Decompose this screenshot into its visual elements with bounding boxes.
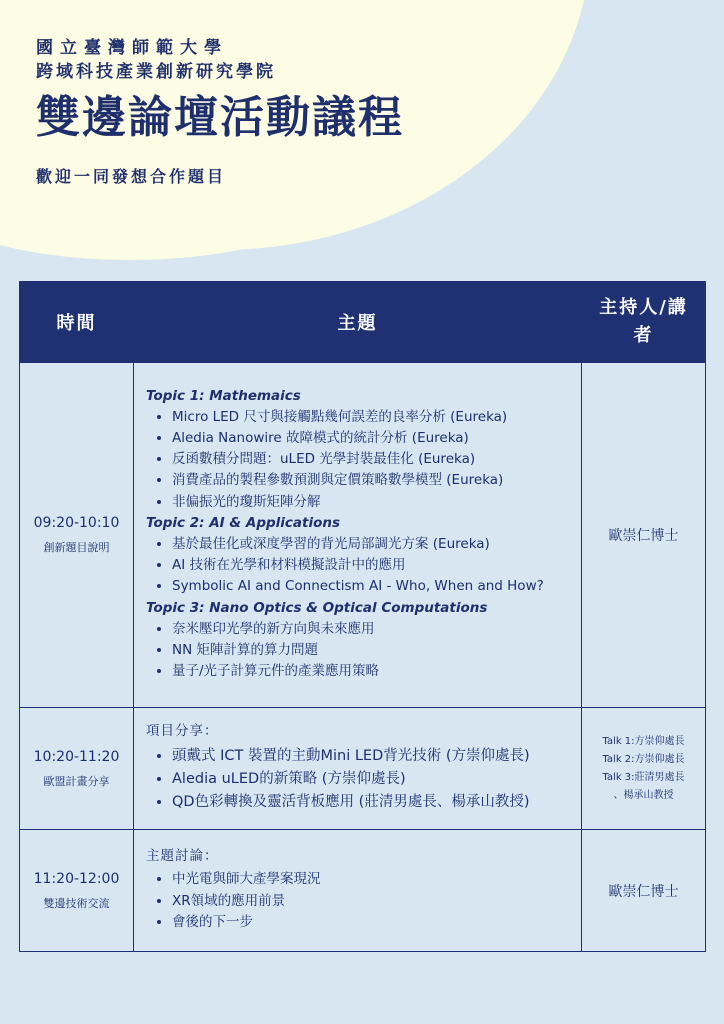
list-item: • AI 技術在光學和材料模擬設計中的應用 [172, 555, 571, 576]
session-desc: 創新題目說明 [43, 541, 110, 554]
page-title: 雙邊論壇活動議程 [36, 92, 404, 143]
talk-speaker: 、楊承山教授 [613, 789, 674, 801]
list-item: • Aledia uLED的新策略 (方崇仰處長) [172, 768, 571, 791]
list-item: • 非偏振光的瓊斯矩陣分解 [172, 492, 571, 513]
list-item: • 基於最佳化或深度學習的背光局部調光方案 (Eureka) [172, 534, 571, 555]
topic-cell [134, 363, 582, 708]
table-row [20, 830, 706, 952]
table-header-row [20, 282, 706, 363]
agenda-table [19, 281, 706, 952]
talk-speaker: Talk 1:方崇仰處長 [602, 735, 685, 747]
org-line-1: 國立臺灣師範大學 [36, 38, 228, 58]
page-header [36, 36, 404, 187]
list-item: • QD色彩轉換及靈活背板應用 (莊清男處長、楊承山教授) [172, 791, 571, 814]
list-item: • Symbolic AI and Connectism AI - Who, When and How? [172, 576, 571, 597]
talk-speaker: Talk 2:方崇仰處長 [602, 753, 685, 765]
list-item: • 中光電與師大產學案現況 [172, 869, 571, 890]
topic-cell [134, 830, 582, 952]
list-item: • Micro LED 尺寸與接觸點幾何誤差的良率分析 (Eureka) [172, 407, 571, 428]
topic-list [146, 534, 571, 598]
list-item: • 會後的下一步 [172, 912, 571, 933]
section-label: 項目分享： [146, 723, 219, 740]
list-item: • 消費產品的製程參數預測與定價策略數學模型 (Eureka) [172, 470, 571, 491]
host-cell [582, 708, 706, 830]
column-header-topic: 主題 [134, 282, 582, 363]
session-time: 11:20-12:00 [33, 870, 120, 887]
column-header-time: 時間 [20, 282, 134, 363]
topic-title: Topic 3: Nano Optics & Optical Computations [146, 599, 488, 616]
table-row [20, 363, 706, 708]
list-item: • 反函數積分問題：uLED 光學封裝最佳化 (Eureka) [172, 449, 571, 470]
table-row [20, 708, 706, 830]
list-item: • 量子/光子計算元件的產業應用策略 [172, 661, 571, 682]
time-cell [20, 830, 134, 952]
session-time: 09:20-10:10 [33, 515, 120, 531]
topic-cell [134, 708, 582, 830]
session-desc: 雙邊技術交流 [43, 896, 110, 910]
list-item: • 頭戴式 ICT 裝置的主動Mini LED背光技術 (方崇仰處長) [172, 745, 571, 768]
topic-list [146, 407, 571, 513]
column-header-host-label: 主持人/講者 [599, 297, 688, 346]
time-cell [20, 363, 134, 708]
list-item: • 奈米壓印光學的新方向與未來應用 [172, 619, 571, 640]
column-header-host [582, 282, 706, 363]
talk-speaker: Talk 3:莊清男處長 [602, 771, 685, 783]
host-cell: 歐崇仁博士 [582, 830, 706, 952]
topic-list [146, 619, 571, 683]
section-label: 主題討論： [146, 848, 219, 865]
list-item: • Aledia Nanowire 故障模式的統計分析 (Eureka) [172, 428, 571, 449]
session-desc: 歐盟計畫分享 [43, 774, 110, 788]
topic-title: Topic 2: AI & Applications [146, 514, 341, 531]
topic-title: Topic 1: Mathemaics [146, 387, 301, 404]
session-time: 10:20-11:20 [33, 748, 120, 765]
host-cell: 歐崇仁博士 [582, 363, 706, 708]
org-line-2: 跨域科技產業創新研究學院 [36, 62, 276, 82]
time-cell [20, 708, 134, 830]
list-item: • XR領域的應用前景 [172, 891, 571, 912]
page-subtitle: 歡迎一同發想合作題目 [36, 167, 227, 186]
list-item: • NN 矩陣計算的算力問題 [172, 640, 571, 661]
topic-list [146, 869, 571, 933]
topic-list [146, 745, 571, 814]
